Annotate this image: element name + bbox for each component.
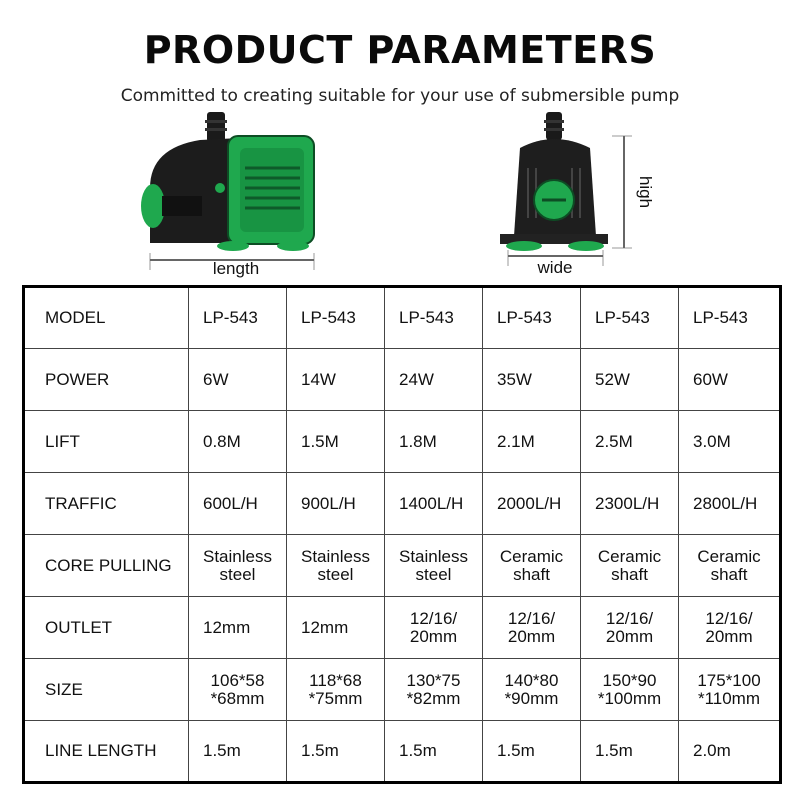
table-cell [581, 659, 679, 721]
table-cell: LP-543 [385, 287, 483, 349]
table-cell [287, 535, 385, 597]
cell-line: *68mm [210, 688, 265, 708]
table-cell [189, 659, 287, 721]
row-label: LIFT [24, 411, 189, 473]
table-row-model [24, 287, 781, 349]
cell-line: Stainless [203, 546, 272, 566]
row-label: MODEL [24, 287, 189, 349]
table-cell: 1.5m [581, 721, 679, 783]
cell-line: 12mm [203, 617, 251, 637]
cell-line: 106*58 [210, 670, 265, 690]
cell-line: 118*68 [309, 670, 362, 690]
cell-line: *110mm [697, 688, 761, 708]
table-cell: 1.5m [483, 721, 581, 783]
table-cell: 3.0M [679, 411, 781, 473]
table-cell: 1400L/H [385, 473, 483, 535]
cell-line: Ceramic [499, 546, 564, 566]
cell-line: 12/16/ [409, 608, 458, 628]
cell-line: 12mm [301, 617, 349, 637]
table-cell: 2.5M [581, 411, 679, 473]
table-row-line-length [24, 721, 781, 783]
table-cell: 35W [483, 349, 581, 411]
table-cell: 1.5m [189, 721, 287, 783]
table-cell [581, 535, 679, 597]
table-cell: LP-543 [483, 287, 581, 349]
page-subtitle: Committed to creating suitable for your use of submersible pump [120, 86, 680, 106]
cell-line: 175*100 [697, 670, 761, 690]
length-dimension-label: length [212, 259, 260, 278]
table-cell [581, 597, 679, 659]
table-cell: LP-543 [287, 287, 385, 349]
table-cell [679, 659, 781, 721]
table-row-core-pulling [24, 535, 781, 597]
table-row-size [24, 659, 781, 721]
cell-line: 20mm [605, 626, 654, 646]
cell-line: 130*75 [406, 670, 461, 690]
table-cell: 2.0m [679, 721, 781, 783]
table-cell: LP-543 [581, 287, 679, 349]
table-cell: 600L/H [189, 473, 287, 535]
table-cell: 52W [581, 349, 679, 411]
cell-line: Stainless [399, 546, 468, 566]
table-cell [483, 659, 581, 721]
table-cell [385, 535, 483, 597]
cell-line: 12/16/ [705, 608, 753, 628]
cell-line: shaft [513, 564, 550, 584]
table-cell: 14W [287, 349, 385, 411]
table-cell [483, 597, 581, 659]
table-row-outlet [24, 597, 781, 659]
cell-line: *100mm [597, 688, 662, 708]
cell-line: 12/16/ [605, 608, 654, 628]
cell-line: steel [415, 564, 452, 584]
table-cell [189, 597, 287, 659]
cell-line: 12/16/ [507, 608, 556, 628]
table-cell: 0.8M [189, 411, 287, 473]
row-label: SIZE [24, 659, 189, 721]
table-cell [287, 597, 385, 659]
cell-line: steel [219, 564, 256, 584]
cell-line: *82mm [406, 688, 461, 708]
cell-line: Ceramic [597, 546, 662, 566]
table-cell: 1.5m [385, 721, 483, 783]
table-row-lift [24, 411, 781, 473]
table-cell: LP-543 [679, 287, 781, 349]
cell-line: Stainless [301, 546, 370, 566]
row-label: OUTLET [24, 597, 189, 659]
cell-line: 150*90 [602, 670, 657, 690]
high-dimension-label: high [636, 175, 655, 209]
cell-line: shaft [611, 564, 648, 584]
table-cell: 6W [189, 349, 287, 411]
cell-line: 20mm [705, 626, 753, 646]
pump-side-view-image [141, 112, 314, 270]
row-label: LINE LENGTH [24, 721, 189, 783]
table-cell [385, 659, 483, 721]
table-cell: 2.1M [483, 411, 581, 473]
row-label: CORE PULLING [24, 535, 189, 597]
cell-line: 20mm [409, 626, 458, 646]
table-row-traffic [24, 473, 781, 535]
table-cell [483, 535, 581, 597]
table-cell [287, 659, 385, 721]
cell-line: Ceramic [697, 546, 761, 566]
cell-line: 140*80 [504, 670, 559, 690]
table-cell: 24W [385, 349, 483, 411]
table-cell: LP-543 [189, 287, 287, 349]
table-cell: 1.8M [385, 411, 483, 473]
table-cell [385, 597, 483, 659]
table-cell: 60W [679, 349, 781, 411]
pump-illustrations [0, 108, 800, 288]
cell-line: *90mm [504, 688, 559, 708]
row-label: POWER [24, 349, 189, 411]
cell-line: *75mm [308, 688, 363, 708]
row-label: TRAFFIC [24, 473, 189, 535]
cell-line: shaft [710, 564, 748, 584]
table-cell: 2800L/H [679, 473, 781, 535]
table-cell: 900L/H [287, 473, 385, 535]
table-cell: 2000L/H [483, 473, 581, 535]
table-row-power [24, 349, 781, 411]
table-cell [679, 597, 781, 659]
cell-line: steel [317, 564, 354, 584]
page-title: PRODUCT PARAMETERS [143, 28, 657, 72]
product-parameters-table [22, 285, 782, 784]
table-cell [679, 535, 781, 597]
table-cell: 2300L/H [581, 473, 679, 535]
table-cell [189, 535, 287, 597]
wide-dimension-label: wide [537, 258, 573, 277]
cell-line: 20mm [507, 626, 556, 646]
table-cell: 1.5m [287, 721, 385, 783]
table-cell: 1.5M [287, 411, 385, 473]
pump-front-view-image [500, 112, 632, 266]
